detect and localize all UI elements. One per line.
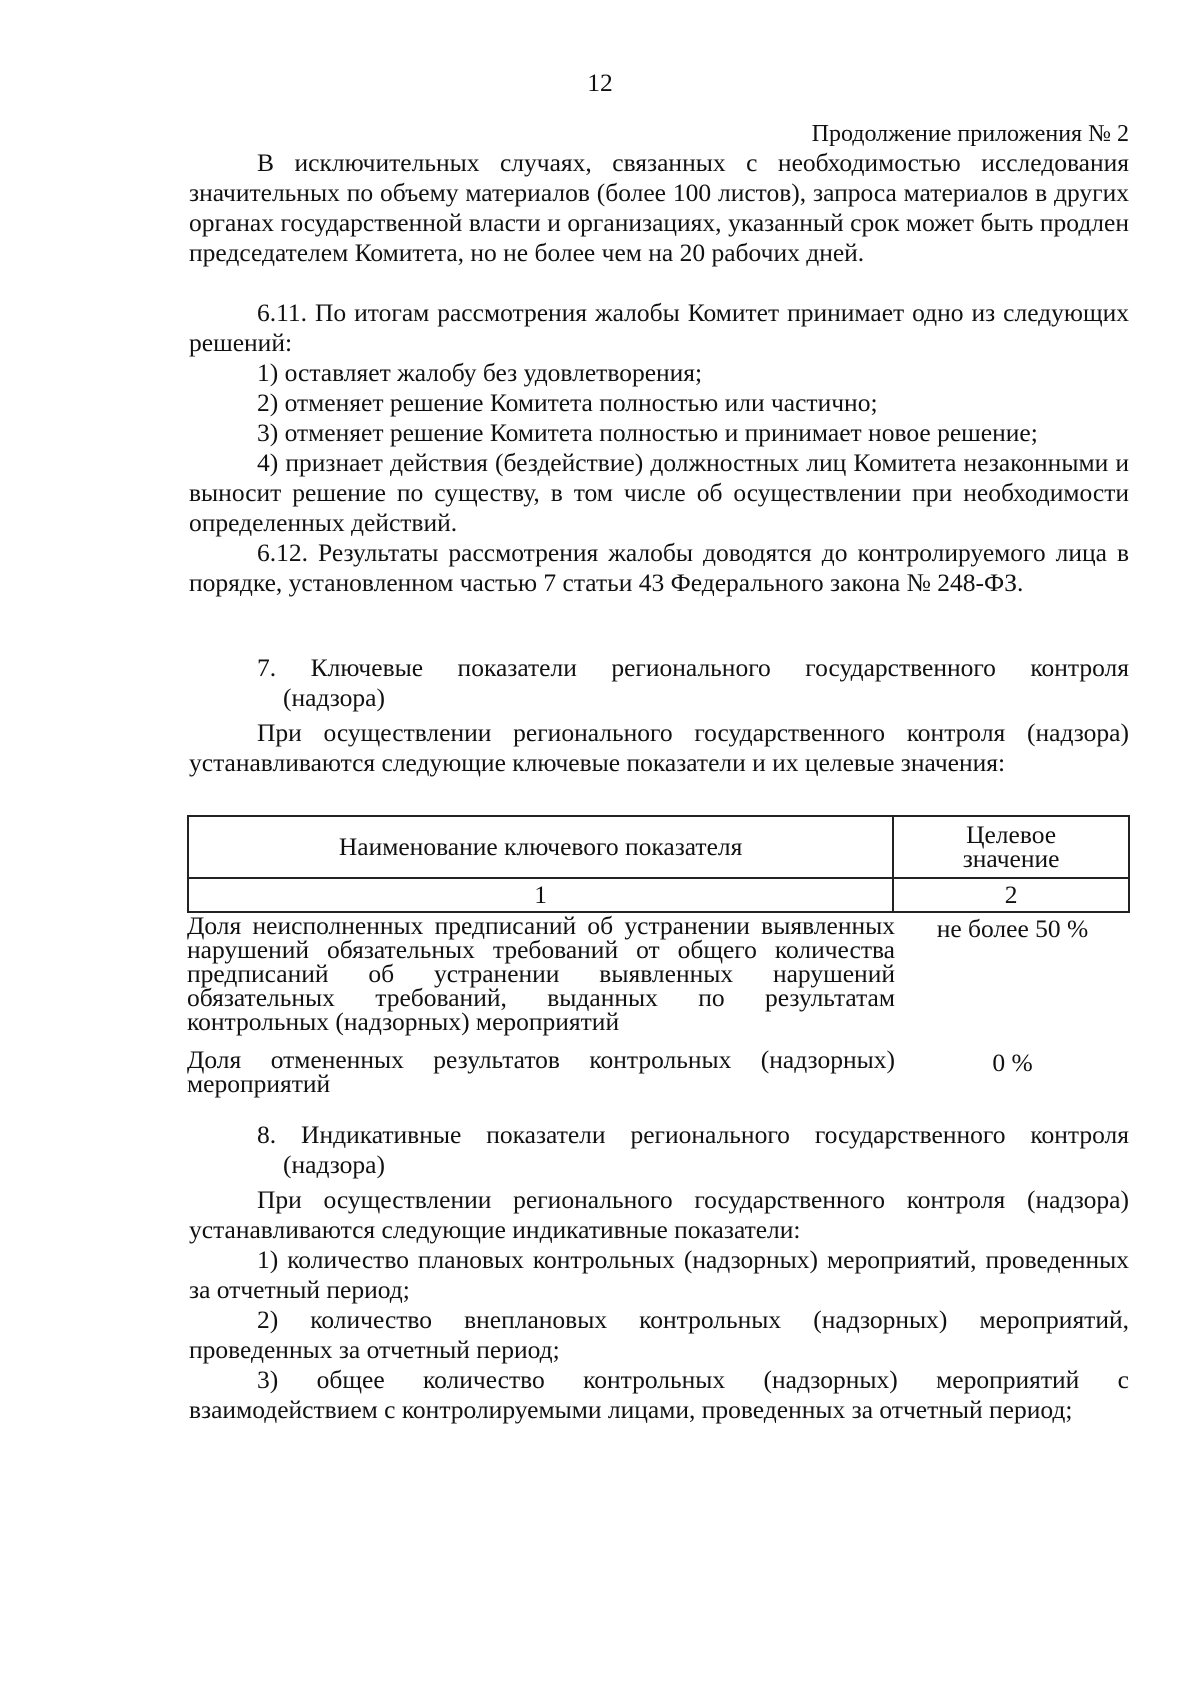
paragraph-6-12: 6.12. Результаты рассмотрения жалобы доводятся до контролируемого лица в порядке, установленном частью 7 статьи 43 Федерального закона № 248-ФЗ.: [189, 538, 1129, 597]
paragraph-6-11: 6.11. По итогам рассмотрения жалобы Комитет принимает одно из следующих решений:: [189, 298, 1129, 357]
section-7-heading-line1: 7. Ключевые показатели регионального государственного контроля: [257, 653, 1129, 682]
table-column-number-2: 2: [893, 878, 1129, 912]
key-indicators-list: [187, 911, 1130, 1098]
section-7-intro: При осуществлении регионального государственного контроля (надзора) устанавливаются следующие ключевые показатели и их целевые значения:: [189, 718, 1129, 777]
section-7-heading: [257, 653, 1129, 713]
table-row: [187, 911, 1130, 1036]
page-number: 12: [587, 68, 613, 97]
appendix-continuation-label: Продолжение приложения № 2: [811, 121, 1129, 147]
decision-item-2: 2) отменяет решение Комитета полностью или частично;: [257, 388, 878, 417]
decision-item-1: 1) оставляет жалобу без удовлетворения;: [257, 358, 703, 387]
indicator-target-value: не более 50 %: [936, 914, 1089, 943]
decision-item-4: 4) признает действия (бездействие) должностных лиц Комитета незаконными и выносит решение по существу, в том числе об осуществлении при необходимости определенных действий.: [189, 448, 1129, 537]
key-indicators-table: [187, 815, 1130, 913]
indicator-name: Доля отмененных результатов контрольных (надзорных) мероприятий: [187, 1045, 895, 1098]
indicative-item-3: 3) общее количество контрольных (надзорных) мероприятий с взаимодействием с контролируемыми лицами, проведенных за отчетный период;: [189, 1365, 1129, 1424]
indicator-target-value: 0 %: [992, 1048, 1033, 1077]
table-header-value: Целевое значение: [893, 816, 1129, 878]
indicative-item-1: 1) количество плановых контрольных (надзорных) мероприятий, проведенных за отчетный период;: [189, 1245, 1129, 1304]
section-8-heading: [257, 1120, 1129, 1180]
section-7-heading-line2: (надзора): [283, 683, 385, 712]
table-row: [187, 1045, 1130, 1098]
table-column-number-1: 1: [188, 878, 893, 912]
section-8-heading-line2: (надзора): [283, 1150, 385, 1179]
paragraph-extension-period: В исключительных случаях, связанных с необходимостью исследования значительных по объему материалов (более 100 листов), запроса материалов в других органах государственной власти и организациях, указанный срок может быть продлен председателем Комитета, но не более чем на 20 рабочих дней.: [189, 148, 1129, 267]
decision-item-3: 3) отменяет решение Комитета полностью и принимает новое решение;: [257, 418, 1038, 447]
table-header-name: Наименование ключевого показателя: [188, 816, 893, 878]
section-8-heading-line1: 8. Индикативные показатели регионального государственного контроля: [257, 1120, 1129, 1149]
section-8-intro: При осуществлении регионального государственного контроля (надзора) устанавливаются следующие индикативные показатели:: [189, 1185, 1129, 1244]
indicative-item-2: 2) количество внеплановых контрольных (надзорных) мероприятий, проведенных за отчетный период;: [189, 1305, 1129, 1364]
indicator-name: Доля неисполненных предписаний об устранении выявленных нарушений обязательных требований от общего количества предписаний об устранении выявленных нарушений обязательных требований, выданных по результатам контрольных (надзорных) мероприятий: [187, 911, 895, 1036]
